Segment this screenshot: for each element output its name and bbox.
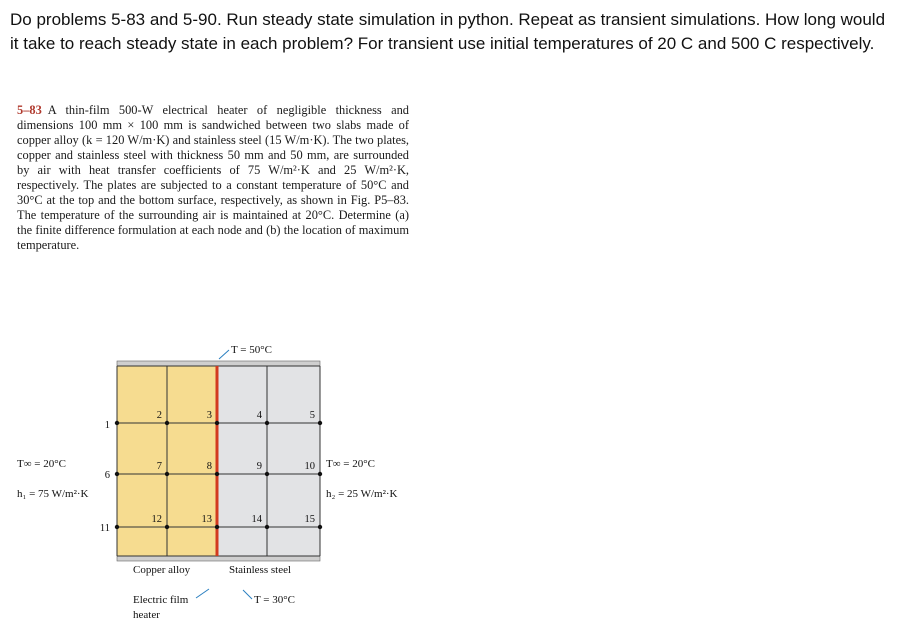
heater-leader bbox=[196, 589, 209, 598]
question-text: Do problems 5-83 and 5-90. Run steady state simulation in python. Repeat as transient simulations. How long would it take to reach steady state in each problem? For transient use initial temperatures of 20 C and 500 C respectively. bbox=[10, 10, 886, 53]
top-temp-label: T = 50°C bbox=[231, 344, 272, 356]
node-label-7: 7 bbox=[156, 461, 162, 472]
node-14-dot bbox=[265, 525, 269, 529]
node-label-2: 2 bbox=[156, 410, 162, 421]
node-label-11: 11 bbox=[99, 523, 110, 534]
problem-body: A thin-film 500-W electrical heater of negligible thickness and dimensions 100 mm × 100 mm is sandwiched between two slabs made of copper alloy (k = 120 W/m·K) and stainless steel (15 W/m·K). The two plates, copper and stainless steel with thickness 50 mm and 50 mm, are surrounded by air with heat transfer coefficients of 75 W/m²·K and 25 W/m²·K, respectively. The plates are subjected to a constant temperature of 50°C and 30°C at the top and the bottom surface, respectively, as shown in Fig. P5–83. The temperature of the surrounding air is maintained at 20°C. Determine (a) the finite difference formulation at each node and (b) the location of maximum temperature. bbox=[17, 103, 409, 252]
node-10-dot bbox=[318, 472, 322, 476]
top-temp-leader bbox=[219, 350, 229, 359]
node-label-1: 1 bbox=[104, 420, 110, 431]
left-tinf-label: T∞ = 20°C bbox=[17, 458, 67, 470]
node-label-8: 8 bbox=[206, 461, 212, 472]
steel-label: Stainless steel bbox=[229, 564, 292, 576]
node-label-10: 10 bbox=[304, 461, 315, 472]
node-7-dot bbox=[165, 472, 169, 476]
right-h-label: h₂ = 25 W/m²·K bbox=[326, 488, 398, 500]
node-label-9: 9 bbox=[256, 461, 262, 472]
bottom-temp-label: T = 30°C bbox=[254, 594, 295, 606]
bottom-temp-leader bbox=[243, 590, 252, 599]
node-12-dot bbox=[165, 525, 169, 529]
node-label-6: 6 bbox=[104, 470, 110, 481]
node-3-dot bbox=[215, 421, 219, 425]
right-tinf-label: T∞ = 20°C bbox=[326, 458, 376, 470]
node-11-dot bbox=[115, 525, 119, 529]
node-label-5: 5 bbox=[309, 410, 315, 421]
node-6-dot bbox=[115, 472, 119, 476]
heater-label-line1: Electric film bbox=[133, 594, 189, 606]
node-15-dot bbox=[318, 525, 322, 529]
node-9-dot bbox=[265, 472, 269, 476]
bottom-wall bbox=[117, 556, 320, 561]
heater-label-line2: heater bbox=[133, 609, 160, 621]
node-1-dot bbox=[115, 421, 119, 425]
copper-label: Copper alloy bbox=[133, 564, 191, 576]
node-label-15: 15 bbox=[304, 514, 315, 525]
top-wall bbox=[117, 361, 320, 366]
node-13-dot bbox=[215, 525, 219, 529]
node-2-dot bbox=[165, 421, 169, 425]
node-5-dot bbox=[318, 421, 322, 425]
node-4-dot bbox=[265, 421, 269, 425]
left-h-label: h₁ = 75 W/m²·K bbox=[17, 488, 89, 500]
node-label-13: 13 bbox=[201, 514, 212, 525]
node-label-12: 12 bbox=[151, 514, 162, 525]
node-label-3: 3 bbox=[206, 410, 212, 421]
problem-number: 5–83 bbox=[17, 103, 42, 117]
node-label-14: 14 bbox=[251, 514, 262, 525]
node-label-4: 4 bbox=[256, 410, 262, 421]
node-8-dot bbox=[215, 472, 219, 476]
